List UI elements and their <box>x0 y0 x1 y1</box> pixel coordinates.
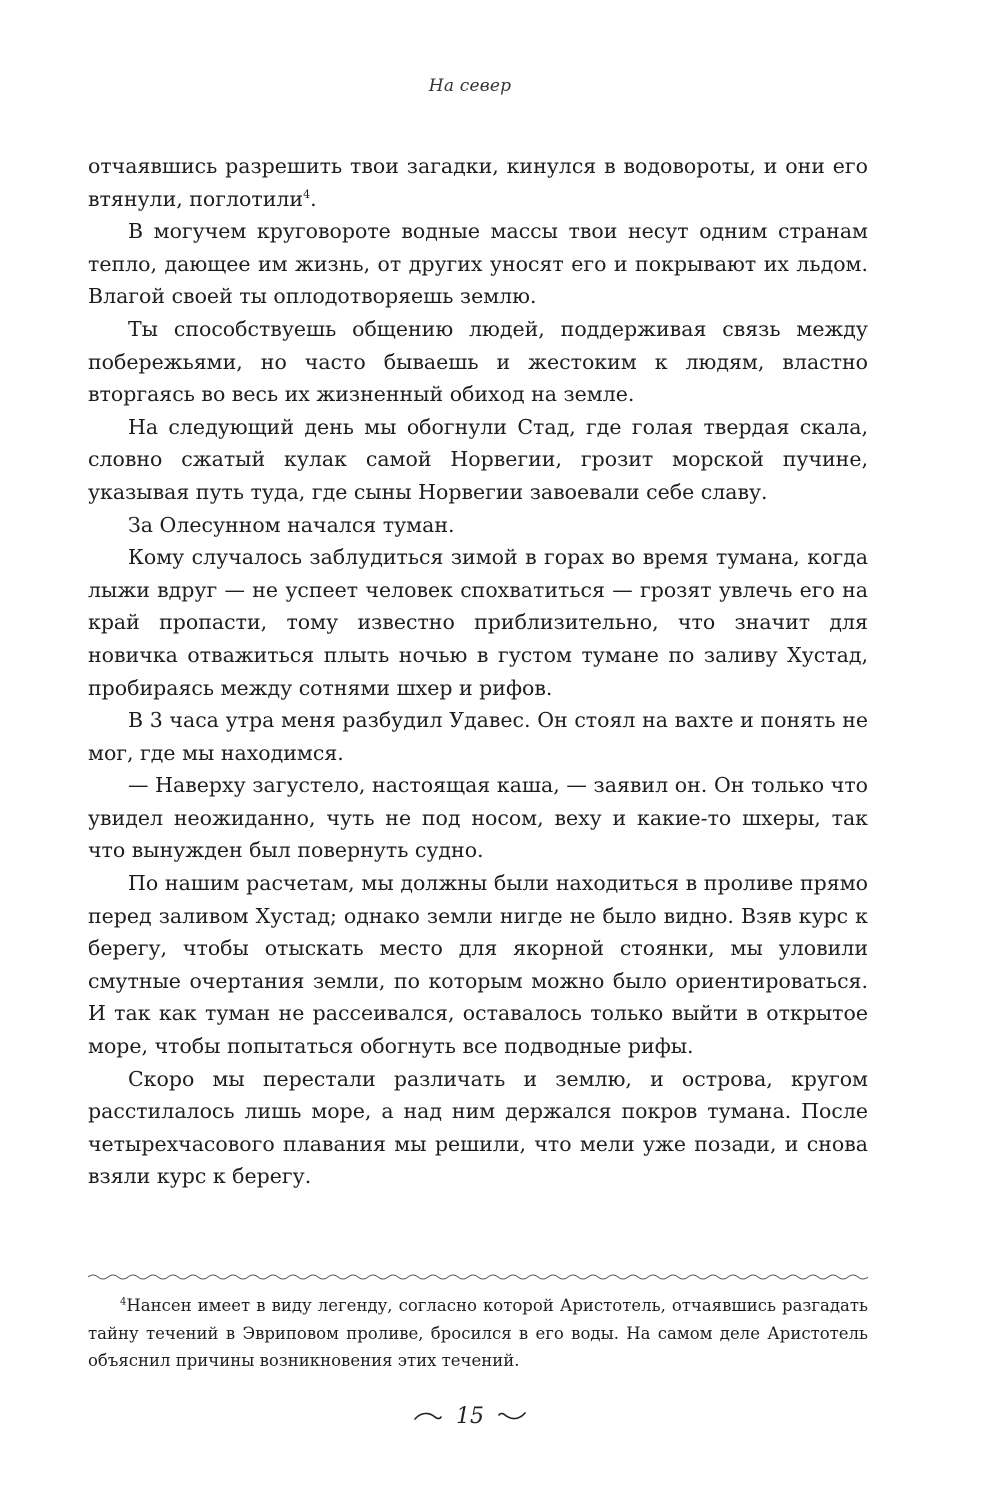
paragraph: На следующий день мы обогнули Стад, где голая твердая скала, словно сжатый кулак самой Норвегии, грозит морской пучине, указывая путь туда, где сыны Норвегии завоевали себе славу. <box>88 414 868 504</box>
body-text <box>88 150 868 1193</box>
paragraph-text: отчаявшись разрешить твои загадки, кинулся в водовороты, и они его втянули, поглотили <box>88 154 868 211</box>
paragraph: В 3 часа утра меня разбудил Удавес. Он стоял на вахте и понять не мог, где мы находимся. <box>88 708 868 765</box>
right-swash-ornament <box>497 1410 527 1422</box>
paragraph: За Олесунном начался туман. <box>128 512 455 537</box>
paragraph <box>88 150 868 215</box>
running-head: На север <box>428 76 512 96</box>
footnote-mark: 4 <box>120 1296 127 1308</box>
paragraph-text-end: . <box>310 186 317 211</box>
footnote-reference: 4 <box>303 187 311 201</box>
footnote-separator-wave <box>88 1272 868 1282</box>
footnote <box>88 1292 868 1375</box>
paragraph: В могучем круговороте водные массы твои несут одним странам тепло, дающее им жизнь, от других уносят его и покрывают их льдом. Влагой своей ты оплодотворяешь землю. <box>88 219 868 309</box>
paragraph: По нашим расчетам, мы должны были находиться в проливе прямо перед заливом Хустад; однако земли нигде не было видно. Взяв курс к берегу, чтобы отыскать место для якорной стоянки, мы уловили смутные очертания земли, по которым можно было ориентироваться. И так как туман не рассеивался, оставалось только выйти в открытое море, чтобы попытаться обогнуть все подводные рифы. <box>88 871 868 1059</box>
paragraph: — Наверху загустело, настоящая каша, — заявил он. Он только что увидел неожиданно, чуть не под носом, веху и какие-то шхеры, так что вынужден был повернуть судно. <box>88 773 868 863</box>
paragraph: Ты способствуешь общению людей, поддерживая связь между побережьями, но часто бываешь и жестоким к людям, властно вторгаясь во весь их жизненный обиход на земле. <box>88 316 868 407</box>
page-number-value: 15 <box>456 1403 484 1429</box>
page-number <box>0 1403 940 1429</box>
paragraph: Скоро мы перестали различать и землю, и острова, кругом расстилалось лишь море, а над ним держался покров тумана. После четырехчасового плавания мы решили, что мели уже позади, и снова взяли курс к берегу. <box>88 1066 868 1189</box>
left-swash-ornament <box>413 1410 443 1422</box>
paragraph: Кому случалось заблудиться зимой в горах во время тумана, когда лыжи вдруг — не успеет человек спохватиться — грозят увлечь его на край пропасти, тому известно приблизительно, что значит для новичка отважиться плыть ночью в густом тумане по заливу Хустад, пробираясь между сотнями шхер и рифов. <box>88 545 868 700</box>
footnote-text: Нансен имеет в виду легенду, согласно которой Аристотель, отчаявшись разгадать тайну течений в Эвриповом проливе, бросился в его воды. На самом деле Аристотель объяснил причины возникновения этих течений. <box>88 1296 868 1370</box>
